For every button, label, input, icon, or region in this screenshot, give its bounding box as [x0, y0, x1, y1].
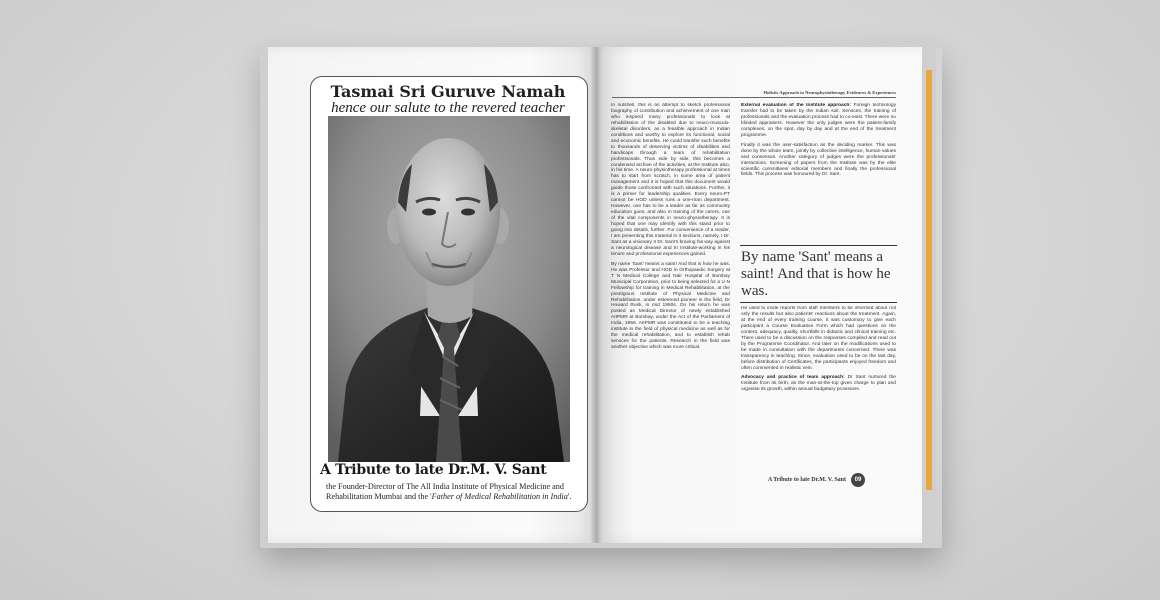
portrait-illustration — [328, 116, 570, 462]
portrait-image — [328, 116, 570, 462]
col2-paragraph-4: Dr Sant nurtured the Institute from its birth, as the man-at-the-top given charge to plan and organise its growth, within annual budgetary provisions. — [741, 375, 896, 393]
col2-heading-2: Advocacy and practice of team approach: — [741, 375, 845, 381]
pull-quote: By name 'Sant' means a saint! And that is how he was. — [741, 249, 891, 299]
footer-title: A Tribute to late Dr.M. V. Sant — [767, 477, 846, 483]
running-head: Holistic Approach to Neurophysiotherapy Evidences & Experiences — [763, 90, 896, 95]
page-title: Tasmai Sri Guruve Namah — [330, 82, 566, 101]
col2-section-1 — [741, 103, 896, 139]
founder-line-1: the Founder-Director of The All India Institute of Physical Medicine and — [326, 482, 564, 491]
pull-quote-rule-top — [740, 245, 897, 246]
col2-paragraph-3: He used to invite reports from staff members to be informed about not only the results but also patients' reactions about the treatment. Again, at the end of every training course, it was customary to give each participant a Course Evaluation Form which had questions on the content, adequacy, quality, shortfalls in didactic and clinical training etc. There used to be a discussion on the responses compiled and read out by the Programme Coordinator. And later on the modifications used to be made in consultation with the departments concerned. There was transparency in teaching. Since, evaluation used to be on the last day, before distribution of Certificates, the participants enjoyed freedom and often commented in realistic vein. — [741, 306, 896, 371]
col2-paragraph-2: Finally it was the user-satisfaction as the deciding marker. This was done by the whole team, jointly by collective intelligence, human values and consensus. Another category of judges were the professionals' interactions. Screening of papers from the Institute was by the elite scientific committees/ editorial members and finally the professional fields. This process was honoured by Dr. Sant. — [741, 142, 896, 178]
pull-quote-rule-bottom — [740, 302, 897, 303]
col2-paragraph-1: Foreign technology transfer had to be taken by the Indian soil. Services, the training of professionals and the evaluation process had to co-exist. There were no blinded appraisers. However the only judges were the patient-family complexes, on the spot, day by day and at the end of the treatment programme. — [741, 103, 896, 138]
col1-paragraph-1: In nutshell, this is an attempt to sketch professional biography of contribution and achievement of one man who inspired many professionals to look at rehabilitation of the disabled due to neuro-musculo-skeletal disorders, as a feasible approach in Indian conditions and worthy to explore its functional, social and economic benefits. He could transfer such benefits to thousands of deserving victims of disabilities and handicaps through a team of rehabilitation professionals. Thus side by side, this becomes a condensed archive of the activities, at the Institute also, in his time. A neuro-physiotherapy professional at times has to start from scratch, in some area of patient management and it is hoped that this document would guide those confronted with such situations. Further, it is a primer for leadership qualities. Every neuro-PT cannot be HOD unless runs a one-man department. However, one has to be a leader as far as community education goes, and also in training of the carers, one of the vital components in neuro-physiotherapy. It is hoped that one may identify with this stand prior to going into details, further. For convenience of a reader, I am presenting this material in 3 sections, namely, I Dr. Sant as a visionary II Dr. Sant's braving his way against a neurological disease and III Institute-working in his tenure and professional experiences gained. — [611, 103, 730, 257]
founder-line-2-end: '. — [567, 492, 572, 501]
text-column-2-top — [741, 103, 896, 249]
text-column-1 — [611, 103, 730, 473]
founder-line-2-start: Rehabilitation Mumbai and the ' — [326, 492, 432, 501]
col2-heading-1: External evaluation of the Institute approach: — [741, 103, 851, 108]
page-subtitle: hence our salute to the revered teacher — [331, 100, 565, 116]
founder-quote: Father of Medical Rehabilitation in India — [431, 492, 568, 501]
accent-strip — [926, 70, 932, 490]
header-rule — [612, 97, 896, 98]
tribute-title: A Tribute to late Dr.M. V. Sant — [320, 462, 547, 478]
book-gutter — [590, 47, 602, 543]
col1-paragraph-2: By name 'Sant' means a saint! And that is how he was. He was Professor and HOD in Orthopaedic Surgery at T N Medical College and Nair Hospital of Bombay Municipal Corporation, prior to being selected for a U N Fellowship for training in Medical Rehabilitation, at the prestigious Institute of Physical Medicine and Rehabilitation, under esteemed pioneer in the field, Dr Howard Rusk, in mid 1950s. On his return he was posted as Medical Director of newly established AIIPMR at Bombay, under the Act of the Parliament of India, 1956. AIIPMR was constituted to be a teaching institute in the field of physical medicine as well as for the medical rehabilitation, and to establish rehab services for the patients. Research in the field was another objective which was more critical. — [611, 261, 730, 351]
page-number: 09 — [851, 473, 865, 487]
col2-section-2 — [741, 375, 896, 393]
founder-line-2 — [326, 492, 582, 502]
founder-caption — [326, 482, 582, 502]
text-column-2-bottom — [741, 306, 896, 476]
